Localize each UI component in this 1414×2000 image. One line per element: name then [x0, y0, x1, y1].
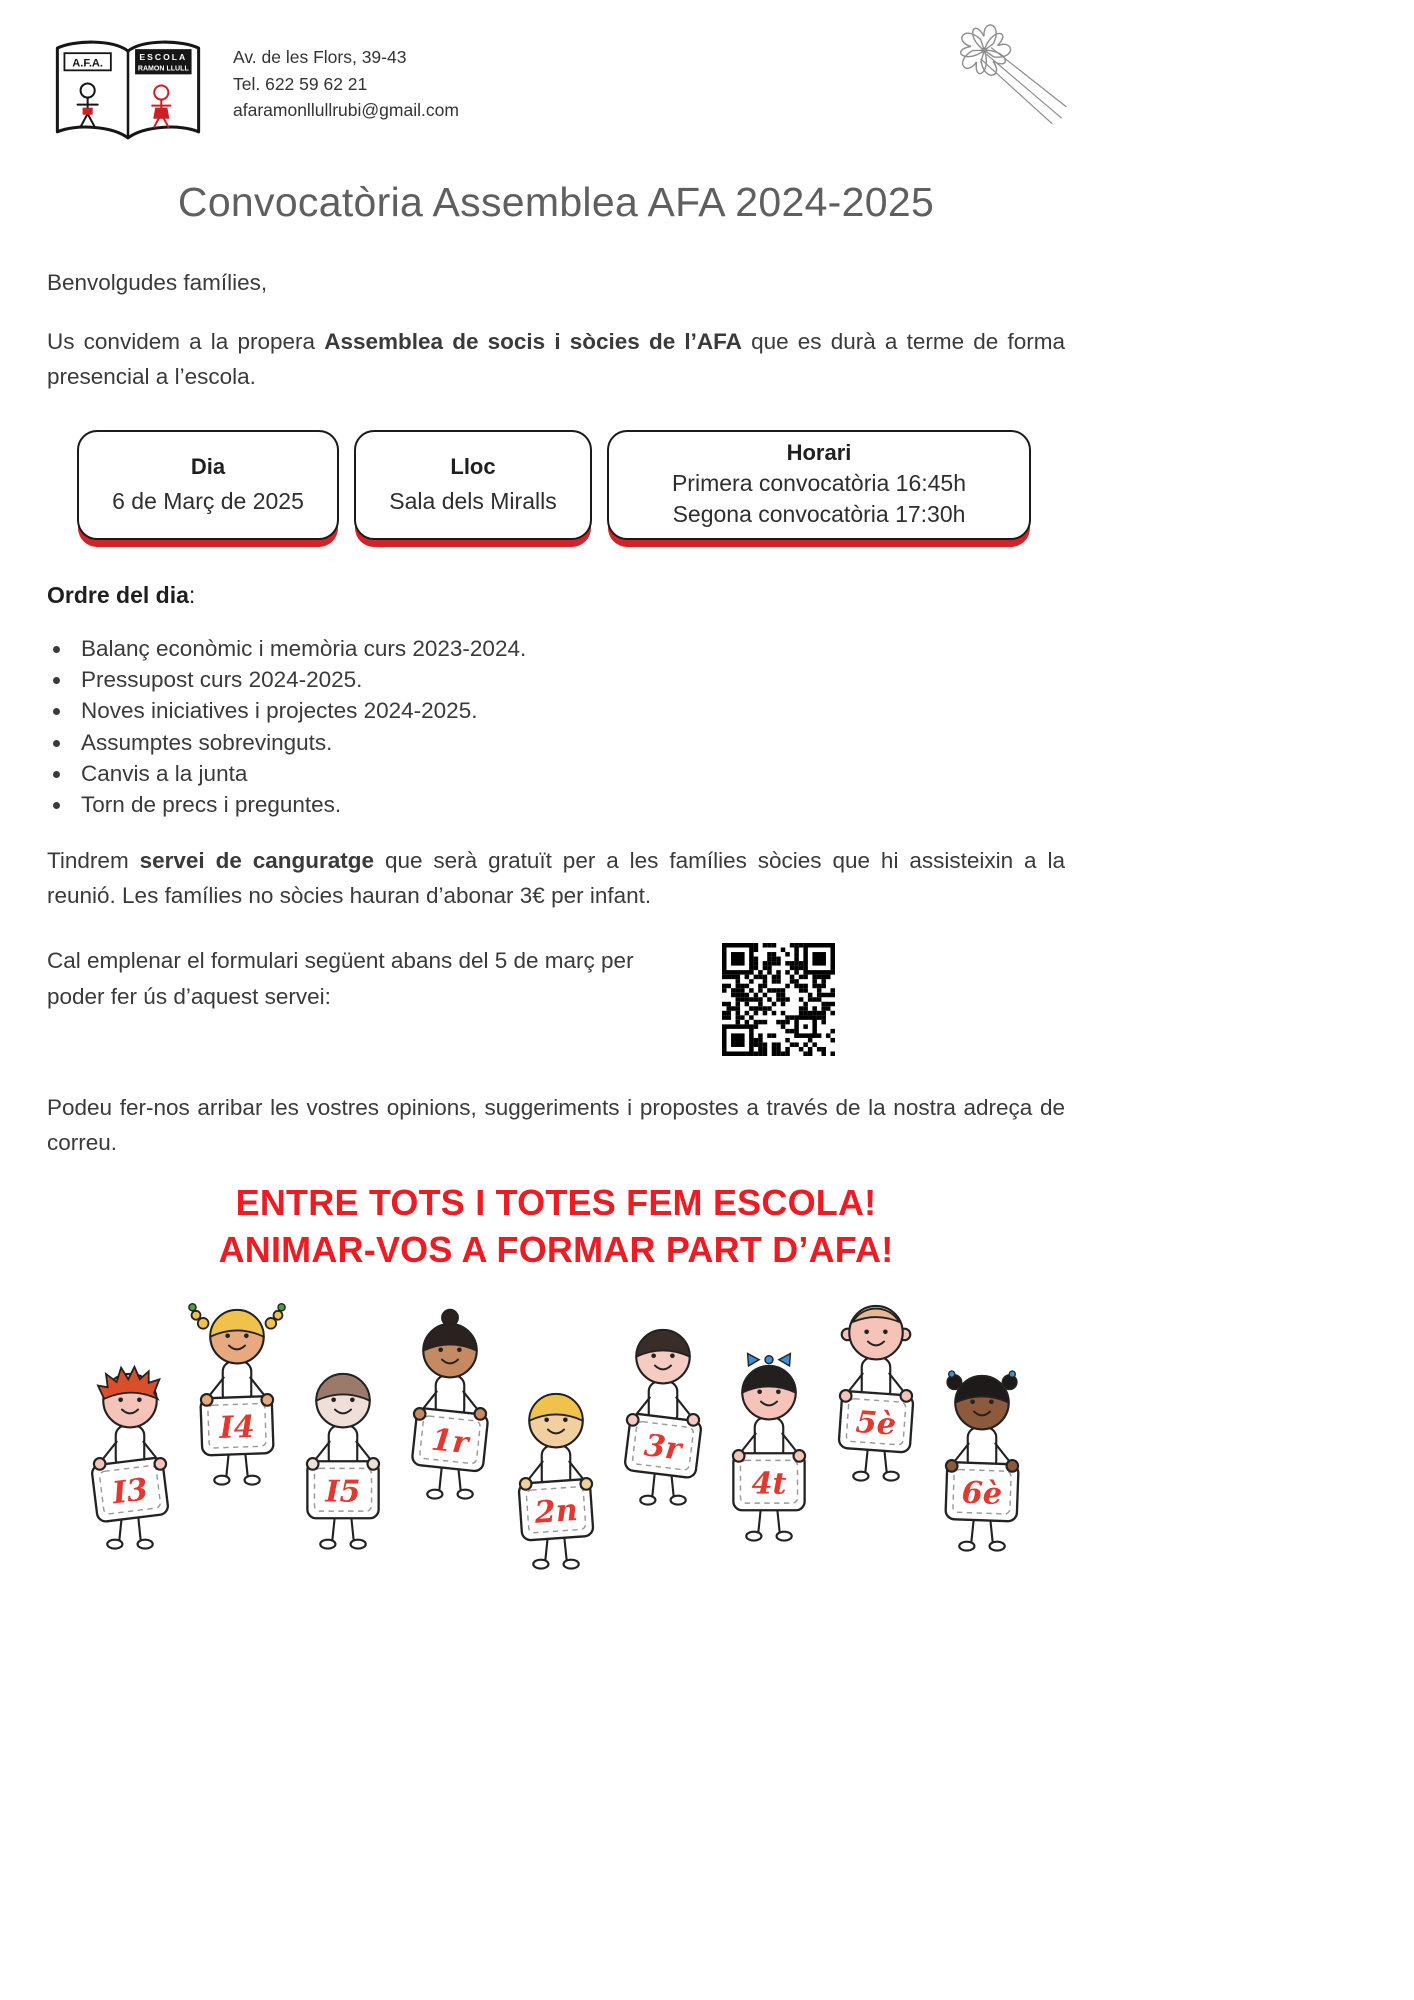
card-dia-value: 6 de Març de 2025	[112, 487, 304, 514]
card-lloc	[354, 430, 592, 540]
contact-address: Av. de les Flors, 39-43	[233, 47, 407, 67]
contact-phone: Tel. 622 59 62 21	[233, 73, 368, 94]
logo-school-line1: ESCOLA	[139, 52, 188, 63]
intro-bold: Assemblea de socis i sòcies de l’AFA	[324, 329, 742, 354]
agenda-item: • Balanç econòmic i memòria curs 2023-2024.	[73, 635, 1065, 663]
childcare-post: que serà gratuït per a les famílies sòcies que hi assisteixin a la reunió. Les famílies no sòcies hauran d’abonar 3€ per infant.	[47, 847, 1065, 909]
child-figure	[401, 1306, 499, 1509]
pinwheel-icon	[941, 16, 1073, 128]
agenda-list	[47, 635, 1065, 819]
child-illustration	[294, 1356, 392, 1554]
child-illustration	[933, 1358, 1031, 1556]
grade-sign	[733, 1453, 804, 1510]
child-figure	[81, 1356, 179, 1559]
card-lloc-title: Lloc	[450, 453, 496, 479]
agenda-item: • Canvis a la junta	[73, 760, 1065, 788]
agenda-item: • Noves iniciatives i projectes 2024-2025.	[73, 697, 1065, 725]
childcare-pre: Tindrem	[47, 847, 140, 873]
child-figure	[614, 1312, 712, 1515]
qr-code-icon	[722, 943, 835, 1056]
svg-text:I5: I5	[325, 1474, 361, 1510]
child-illustration	[188, 1292, 286, 1490]
svg-text:5è: 5è	[854, 1404, 897, 1443]
card-horari-value-2: Segona convocatòria 17:30h	[672, 501, 966, 528]
header	[47, 0, 1065, 151]
feedback-paragraph: Podeu fer-nos arribar les vostres opinions, suggeriments i propostes a través de la nostra adreça de correu.	[47, 1095, 1065, 1156]
child-illustration	[401, 1306, 499, 1504]
card-horari-title: Horari	[786, 440, 852, 466]
contact-email: afaramonllullrubi@gmail.com	[233, 100, 459, 121]
child-illustration	[507, 1376, 605, 1574]
agenda-heading	[47, 582, 1065, 609]
child-figure	[720, 1348, 818, 1551]
agenda-heading-colon: :	[188, 582, 196, 609]
intro-paragraph	[47, 324, 1065, 394]
card-lloc-value: Sala dels Miralls	[389, 487, 557, 514]
childcare-bold: servei de canguratge	[139, 847, 375, 873]
greeting: Benvolgudes famílies,	[47, 270, 268, 295]
card-horari	[607, 430, 1031, 540]
open-book-logo-icon	[47, 33, 209, 146]
agenda-item: • Assumptes sobrevinguts.	[73, 729, 1065, 757]
pinwheel-illustration	[941, 16, 1073, 133]
child-figure	[188, 1292, 286, 1495]
svg-text:I4: I4	[218, 1409, 255, 1446]
child-illustration	[827, 1288, 925, 1486]
form-section	[47, 943, 1065, 1056]
svg-text:1r: 1r	[429, 1422, 470, 1462]
form-note: Cal emplenar el formulari següent abans del 5 de març per poder fer ús d’aquest servei:	[47, 948, 634, 1010]
childcare-paragraph	[47, 843, 1065, 913]
agenda-item: • Torn de precs i preguntes.	[73, 791, 1065, 819]
info-cards	[77, 430, 1031, 540]
svg-text:I3: I3	[110, 1472, 150, 1512]
child-figure	[827, 1288, 925, 1491]
intro-post: que es durà a terme de forma presencial a l’escola.	[47, 329, 1065, 390]
svg-text:6è: 6è	[961, 1475, 1003, 1512]
card-horari-value-1: Primera convocatòria 16:45h	[671, 470, 967, 497]
banner-line1: ENTRE TOTS I TOTES FEM ESCOLA!	[235, 1182, 877, 1224]
children-row	[81, 1288, 1031, 1579]
svg-text:4t: 4t	[751, 1466, 787, 1502]
logo-school-line2: RAMON LLULL	[137, 65, 189, 73]
child-figure	[933, 1358, 1031, 1561]
child-illustration	[81, 1356, 179, 1554]
intro-pre: Us convidem a la propera	[47, 329, 325, 354]
card-dia	[77, 430, 339, 540]
card-dia-title: Dia	[190, 453, 226, 479]
child-illustration	[614, 1312, 712, 1510]
agenda-item: • Pressupost curs 2024-2025.	[73, 666, 1065, 694]
banner-line2: ANIMAR-VOS A FORMAR PART D’AFA!	[218, 1229, 894, 1271]
child-figure	[294, 1356, 392, 1559]
qr-code	[722, 943, 835, 1056]
contact-block	[233, 33, 459, 151]
page-title: Convocatòria Assemblea AFA 2024-2025	[177, 179, 935, 225]
child-figure	[507, 1376, 605, 1579]
agenda-heading-text: Ordre del dia	[47, 582, 189, 609]
child-illustration	[720, 1348, 818, 1546]
banner	[47, 1172, 1065, 1274]
svg-text:3r: 3r	[641, 1428, 683, 1468]
svg-text:2n: 2n	[533, 1492, 579, 1531]
logo-afa-label: A.F.A.	[72, 57, 104, 70]
grade-sign	[307, 1461, 378, 1518]
school-logo	[47, 33, 209, 151]
